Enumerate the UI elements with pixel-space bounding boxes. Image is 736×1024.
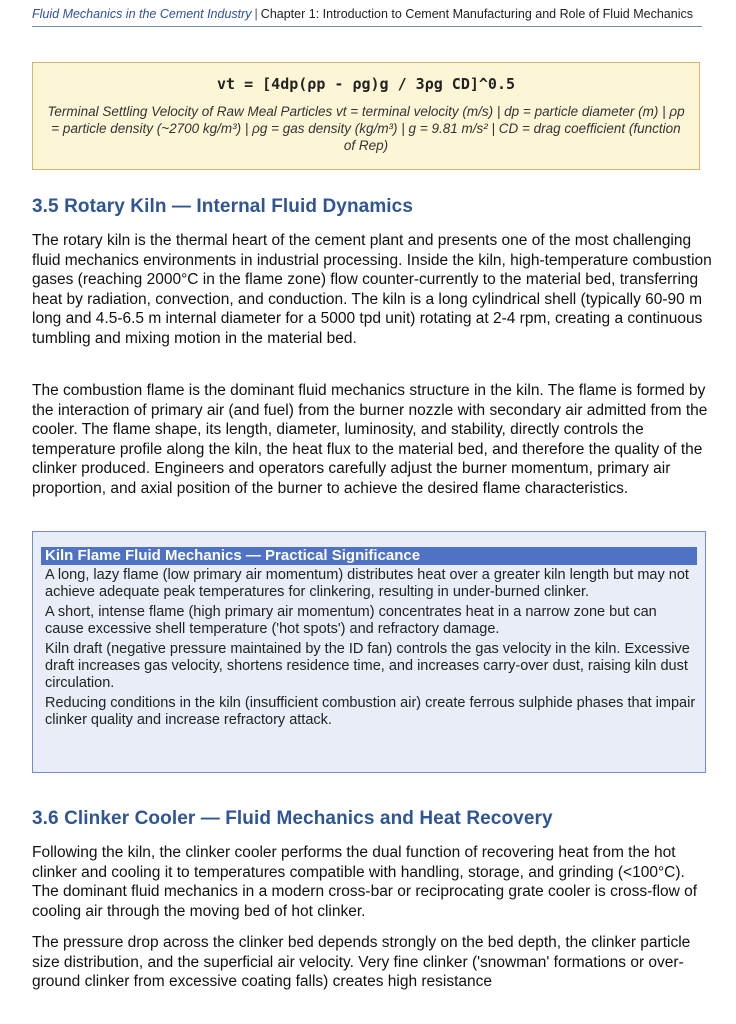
- formula-caption: Terminal Settling Velocity of Raw Meal Particles vt = terminal velocity (m/s) | dp = particle diameter (m) | ρp = particle density (~2700 kg/m³) | ρg = gas density (kg/m³) | g = 9.81 m/s² | CD = drag coefficient (function of Rep): [47, 104, 685, 153]
- header-separator: |: [254, 7, 258, 21]
- paragraph-combustion-flame: The combustion flame is the dominant fluid mechanics structure in the kiln. The flame is formed by the interaction of primary air (and fuel) from the burner nozzle with secondary air admitted from the cooler. The flame shape, its length, diameter, luminosity, and stability, directly controls the temperature profile along the kiln, the heat flux to the material bed, and therefore the quality of the clinker produced. Engineers and operators carefully adjust the burner momentum, primary air proportion, and axial position of the burner to achieve the desired flame characteristics.: [32, 382, 708, 497]
- settling-velocity-formula: vt = [4dp(ρp - ρg)g / 3ρg CD]^0.5: [216, 75, 515, 93]
- formula-box: [32, 62, 700, 170]
- callout-item: A long, lazy flame (low primary air momentum) distributes heat over a greater kiln length but may not achieve adequate peak temperatures for clinkering, resulting in under-burned clinker.: [45, 567, 689, 601]
- chapter-title: Chapter 1: Introduction to Cement Manufacturing and Role of Fluid Mechanics: [260, 7, 693, 21]
- callout-item: Kiln draft (negative pressure maintained by the ID fan) controls the gas velocity in the kiln. Excessive draft increases gas velocity, shortens residence time, and increases carry-over dust, raising kiln dust circulation.: [45, 640, 690, 692]
- section-heading-3-5: 3.5 Rotary Kiln — Internal Fluid Dynamics: [32, 196, 414, 217]
- callout-item: Reducing conditions in the kiln (insufficient combustion air) create ferrous sulphide phases that impair clinker quality and increase refractory attack.: [45, 694, 696, 729]
- paragraph-pressure-drop: The pressure drop across the clinker bed depends strongly on the bed depth, the clinker particle size distribution, and the superficial air velocity. Very fine clinker ('snowman' formations or over-ground clinker from excessive coating falls) creates high resistance: [32, 934, 691, 991]
- section-heading-3-6: 3.6 Clinker Cooler — Fluid Mechanics and Heat Recovery: [32, 808, 553, 829]
- callout-item: A short, intense flame (high primary air momentum) concentrates heat in a narrow zone but can cause excessive shell temperature ('hot spots') and refractory damage.: [45, 603, 657, 638]
- paragraph-kiln-overview: The rotary kiln is the thermal heart of the cement plant and presents one of the most challenging fluid mechanics environments in industrial processing. Inside the kiln, high-temperature combustion gases (reaching 2000°C in the flame zone) flow counter-currently to the material bed, transferring heat by radiation, convection, and conduction. The kiln is a long cylindrical shell (typically 60-90 m long and 4.5-6.5 m internal diameter for a 5000 tpd unit) rotating at 2-4 rpm, creating a continuous tumbling and mixing motion in the material bed.: [32, 232, 712, 347]
- practical-significance-callout: [32, 531, 706, 773]
- paragraph-cooler-overview: Following the kiln, the clinker cooler performs the dual function of recovering heat from the hot clinker and cooling it to temperatures compatible with handling, storage, and grinding (<100°C). The dominant fluid mechanics in a modern cross-bar or reciprocating grate cooler is cross-flow of cooling air through the moving bed of hot clinker.: [32, 844, 698, 920]
- book-title: Fluid Mechanics in the Cement Industry: [32, 7, 252, 21]
- callout-title: Kiln Flame Fluid Mechanics — Practical Significance: [41, 547, 697, 565]
- running-header: [32, 7, 702, 27]
